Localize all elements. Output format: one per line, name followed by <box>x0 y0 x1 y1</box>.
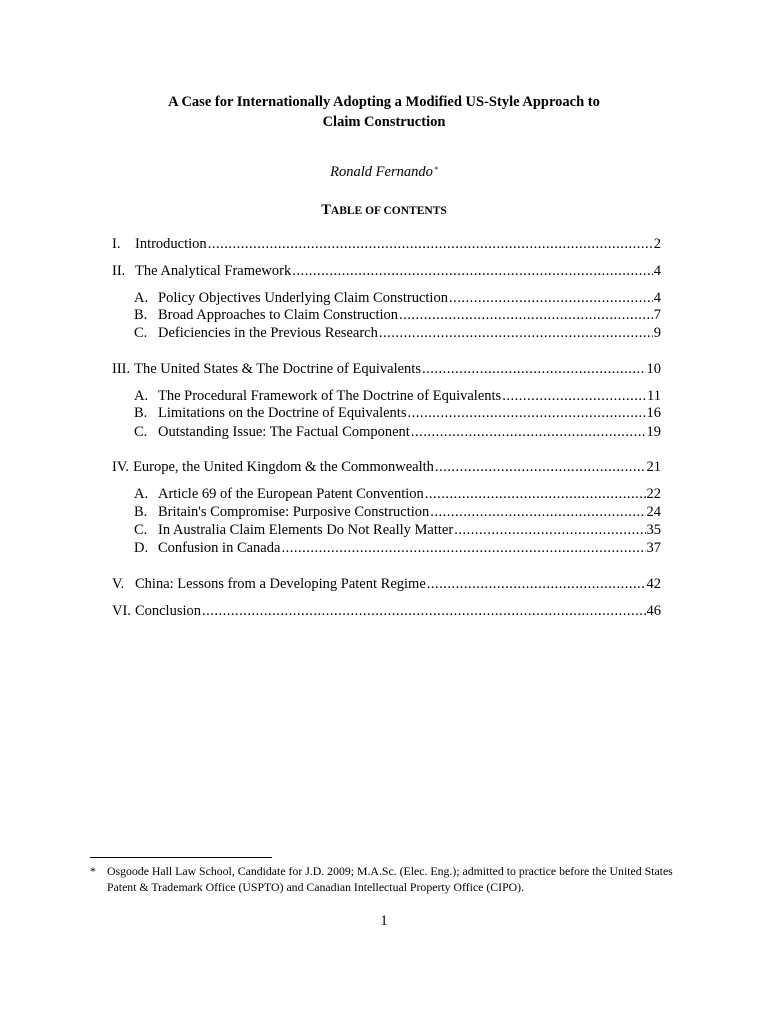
toc-subentry[interactable] <box>134 423 661 441</box>
footnote-text: Osgoode Hall Law School, Candidate for J.D. 2009; M.A.Sc. (Elec. Eng.); admitted to practice before the United States Patent & Trademark Office (USPTO) and Canadian Intellectual Property Office (CIPO). <box>107 864 673 894</box>
toc-subentry[interactable] <box>134 387 661 405</box>
toc-entry-page: 10 <box>646 361 661 377</box>
toc-entry[interactable] <box>112 575 661 593</box>
dot-leader <box>454 521 645 539</box>
toc-entry-number: C. <box>134 522 148 538</box>
toc-entry-label: China: Lessons from a Developing Patent Regime <box>135 576 426 592</box>
toc-entry-page: 7 <box>653 307 661 323</box>
toc-entry-label: Outstanding Issue: The Factual Component <box>158 424 410 440</box>
dot-leader <box>430 503 645 521</box>
dot-leader <box>422 360 646 378</box>
toc-entry-number: IV. <box>112 459 130 475</box>
toc-subentry[interactable] <box>134 503 661 521</box>
toc-heading-initial: T <box>321 202 331 218</box>
toc-entry-label: Limitations on the Doctrine of Equivalents <box>158 405 407 421</box>
toc-entry-number: I. <box>112 236 121 252</box>
toc-entry-number: C. <box>134 424 148 440</box>
toc-entry[interactable] <box>112 262 661 280</box>
page-number: 1 <box>380 913 388 929</box>
toc-entry-label: Broad Approaches to Claim Construction <box>158 307 399 323</box>
toc-entry-label: Deficiencies in the Previous Research <box>158 325 378 341</box>
title-line-1: A Case for Internationally Adopting a Modified US-Style Approach to <box>168 94 600 110</box>
toc-entry-label: Confusion in Canada <box>158 540 281 556</box>
toc-entry-number: B. <box>134 504 148 520</box>
dot-leader <box>435 458 646 476</box>
toc-entry-page: 4 <box>653 290 661 306</box>
toc-heading <box>0 201 768 220</box>
toc-entry-page: 4 <box>653 263 661 279</box>
author-footnote-mark: * <box>433 165 438 174</box>
author-name: Ronald Fernando <box>330 164 433 180</box>
toc-subentry[interactable] <box>134 324 661 342</box>
toc-entry-page: 2 <box>653 236 661 252</box>
toc-entry-page: 16 <box>646 405 661 421</box>
footnote-separator <box>90 857 272 858</box>
toc-entry[interactable] <box>112 235 661 253</box>
toc-entry-label: Introduction <box>135 236 207 252</box>
author-line <box>0 163 768 181</box>
dot-leader <box>292 262 653 280</box>
toc-subentry[interactable] <box>134 306 661 324</box>
toc-subentry[interactable] <box>134 404 661 422</box>
dot-leader <box>208 235 653 253</box>
dot-leader <box>281 539 645 557</box>
toc-entry[interactable] <box>112 458 661 476</box>
toc-entry-number: A. <box>134 388 149 404</box>
toc-heading-rest: ABLE OF CONTENTS <box>330 205 447 217</box>
toc-entry-number: B. <box>134 405 148 421</box>
toc-entry-label: The Procedural Framework of The Doctrine of Equivalents <box>158 388 502 404</box>
dot-leader <box>502 387 646 405</box>
toc-entry-page: 37 <box>646 540 661 556</box>
toc-entry[interactable] <box>112 360 661 378</box>
toc-subentry[interactable] <box>134 521 661 539</box>
toc-entry-label: Article 69 of the European Patent Convention <box>158 486 424 502</box>
document-title <box>0 92 768 132</box>
toc-entry-label: Britain's Compromise: Purposive Construction <box>158 504 430 520</box>
toc-entry-page: 19 <box>646 424 661 440</box>
toc-entry-page: 24 <box>646 504 661 520</box>
dot-leader <box>427 575 646 593</box>
dot-leader <box>202 602 646 620</box>
dot-leader <box>407 404 645 422</box>
toc-entry-number: D. <box>134 540 149 556</box>
toc-entry-page: 42 <box>646 576 661 592</box>
toc-entry-number: C. <box>134 325 148 341</box>
toc-subentry[interactable] <box>134 485 661 503</box>
toc-entry-number: VI. <box>112 603 131 619</box>
toc-entry-label: Conclusion <box>134 603 201 619</box>
dot-leader <box>379 324 653 342</box>
toc-entry-label: Policy Objectives Underlying Claim Construction <box>158 290 448 306</box>
title-line-2: Claim Construction <box>322 114 446 130</box>
dot-leader <box>411 423 646 441</box>
toc-entry-number: III. <box>112 361 131 377</box>
toc-entry-page: 9 <box>653 325 661 341</box>
toc-entry-page: 21 <box>646 459 661 475</box>
toc-entry-page: 46 <box>646 603 661 619</box>
toc-entry-label: Europe, the United Kingdom & the Commonwealth <box>133 459 434 475</box>
toc-subentry[interactable] <box>134 539 661 557</box>
toc-entry-number: B. <box>134 307 148 323</box>
toc-entry[interactable] <box>112 602 661 620</box>
dot-leader <box>399 306 653 324</box>
toc-entry-label: The United States & The Doctrine of Equivalents <box>134 361 421 377</box>
dot-leader <box>449 289 653 307</box>
dot-leader <box>425 485 646 503</box>
toc-entry-number: A. <box>134 486 149 502</box>
toc-entry-number: A. <box>134 290 149 306</box>
toc-entry-label: In Australia Claim Elements Do Not Really Matter <box>158 522 454 538</box>
toc-entry-page: 22 <box>646 486 661 502</box>
toc-subentry[interactable] <box>134 289 661 307</box>
footnote-mark: * <box>90 864 96 878</box>
toc-entry-number: II. <box>112 263 126 279</box>
toc-entry-page: 11 <box>647 388 661 404</box>
toc-entry-number: V. <box>112 576 125 592</box>
toc-entry-page: 35 <box>646 522 661 538</box>
toc-entry-label: The Analytical Framework <box>135 263 292 279</box>
